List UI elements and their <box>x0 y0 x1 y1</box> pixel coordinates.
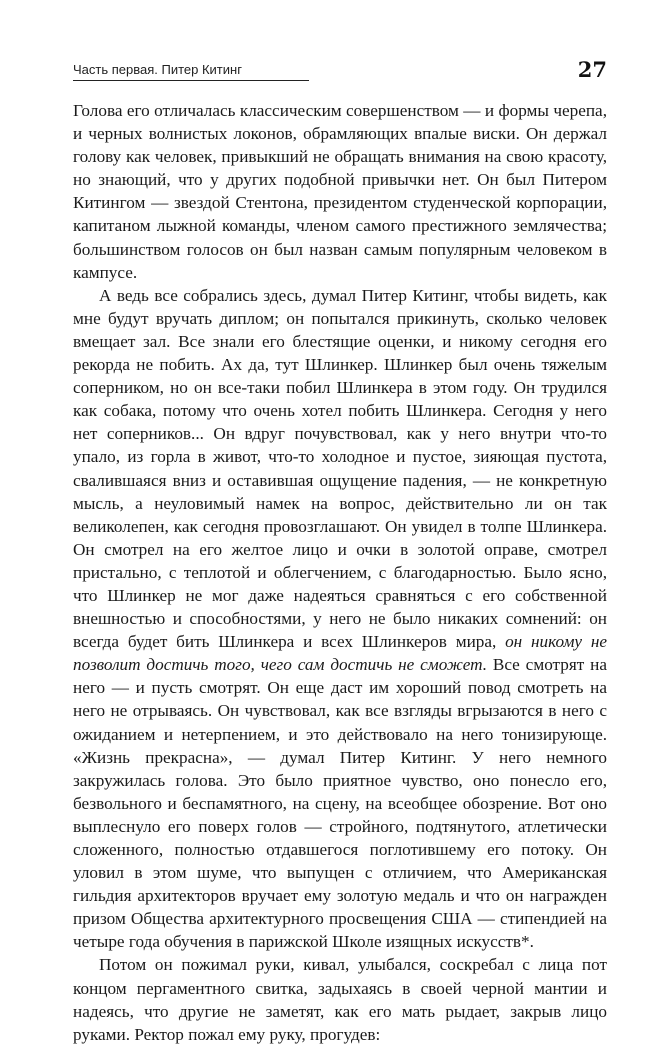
page-header <box>73 57 607 82</box>
header-rule <box>73 80 309 81</box>
paragraph-2-text-start: А ведь все собрались здесь, думал Питер Китинг, чтобы видеть, как мне будут вручать диплом; он попытался прикинуть, сколько человек вмещает зал. Все знали его блестящие оценки, и никому сегодня его рекорда не побить. Ах да, тут Шлинкер. Шлинкер был очень тяжелым соперником, но он все-таки побил Шлинкера в этом году. Он трудился как собака, потому что очень хотел побить Шлинкера. Сегодня у него нет соперников... Он вдруг почувствовал, как у него внутри что-то упало, из горла в живот, что-то холодное и пустое, зияющая пустота, свалившаяся вниз и оставившая ощущение падения, — не конкретную мысль, а неуловимый намек на вопрос, действительно ли он так великолепен, как сегодня провозглашают. Он увидел в толпе Шлинкера. Он смотрел на его желтое лицо и очки в золотой оправе, смотрел пристально, с теплотой и облегчением, с благодарностью. Было ясно, что Шлинкер не мог даже надеяться сравняться с его собственной внешностью и способностями, у него не было никаких сомнений: он всегда будет бить Шлинкера и всех Шлинкеров мира, <box>73 285 607 652</box>
running-head: Часть первая. Питер Китинг <box>73 62 242 77</box>
paragraph-1: Голова его отличалась классическим совершенством — и формы черепа, и черных волнистых локонов, обрамляющих впалые виски. Он держал голову как человек, привыкший не обращать внимания на свою красоту, но знающий, что у других подобной привычки нет. Он был Питером Китингом — звездой Стентона, президентом студенческой корпорации, капитаном лыжной команды, членом самого престижного землячества; большинством голосов он был назван самым популярным человеком в кампусе. <box>73 101 607 282</box>
paragraph-3: Потом он пожимал руки, кивал, улыбался, соскребал с лица пот концом пергаментного свитка, задыхаясь в своей черной мантии и надеясь, что другие не заметят, как его мать рыдает, закрыв лицо руками. Ректор пожал ему руку, прогудев: <box>73 955 607 1044</box>
paragraph-2 <box>73 284 607 954</box>
paragraph-2-text-end: Все смотрят на него — и пусть смотрят. Он еще даст им хороший повод смотреть на него не отрываясь. Он чувствовал, как все взгляды вгрызаются в него с ожиданием и нетерпением, и это действовало на него тонизирующе. «Жизнь прекрасна», — думал Питер Китинг. У него немного закружилась голова. Это было приятное чувство, оно понесло его, безвольного и беспамятного, на сцену, на всеобщее обозрение. Вот оно выплеснуло его поверх голов — стройного, подтянутого, атлетически сложенного, полностью отдавшегося поглотившему его потоку. Он уловил в этом шуме, что выпущен с отличием, что Американская гильдия архитекторов вручает ему золотую медаль и что он награжден призом Общества архитектурного просвещения США — стипендией на четыре года обучения в парижской Школе изящных искусств*. <box>73 655 607 952</box>
page-number: 27 <box>577 57 607 82</box>
body-text <box>73 99 607 1046</box>
paragraph-2-italic-text: он никому не позволит достичь того, чего сам достичь не сможет. <box>73 632 607 675</box>
